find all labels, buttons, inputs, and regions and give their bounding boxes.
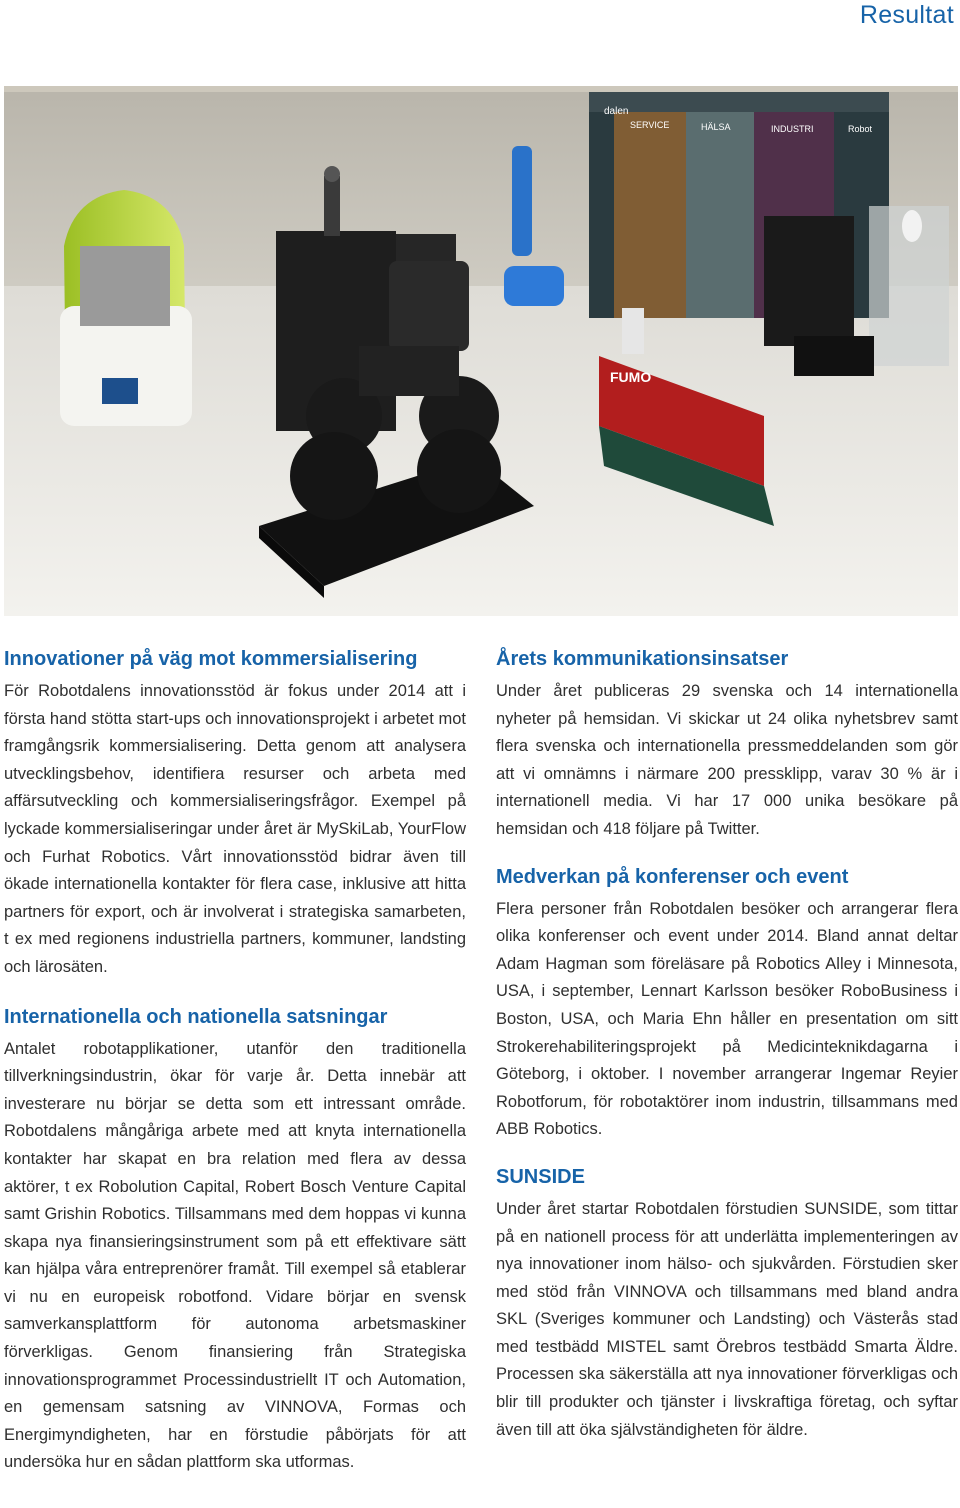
- section-kommunikation: [496, 646, 958, 844]
- body-kommunikation: Under året publiceras 29 svenska och 14 internationella nyheter på hemsidan. Vi skickar ut 24 olika nyhetsbrev samt flera svenska och internationella pressmeddelanden som gör att vi omnämns i närmare 200 pressklipp, varav 30 % är i internationell media. Vi har 17 000 unika besökare på hemsidan och 418 följare på Twitter.: [496, 682, 958, 838]
- heading-konferenser: Medverkan på konferenser och event: [496, 865, 849, 888]
- pod-screen: [80, 246, 170, 326]
- section-konferenser: [496, 864, 958, 1144]
- robot-arm-joint: [324, 166, 340, 182]
- blue-robot-pole: [512, 146, 532, 256]
- pedestal-right: [764, 216, 854, 346]
- heading-sunside: SUNSIDE: [496, 1165, 585, 1188]
- body-sunside: Under året startar Robotdalen förstudien SUNSIDE, som tittar på en nationell process för att underlätta implementeringen av nya innovationer inom hälso- och sjukvården. Förstudien sker med stöd från VINNOVA och tillsammans med bland andra SKL (Sveriges kommuner och Landsting) och Västerås stad med testbädd MISTEL samt Örebros testbädd Smarta Äldre. Processen ska säkerställa att nya innovationer förverkligas och blir till produkter och tjänster i livskraftiga företag, och syftar även till att öka självständigheten för äldre.: [496, 1199, 958, 1439]
- banner-panel-halsa: [686, 112, 754, 318]
- wheelchair-body: [359, 346, 459, 396]
- page-title: Resultat: [859, 1, 954, 29]
- section-internationella: [4, 1004, 466, 1478]
- sign-halsa: HÄLSA: [701, 122, 731, 132]
- pedestal-right-base: [794, 336, 874, 376]
- wheelchair-wheel-rear-left: [290, 432, 378, 520]
- section-innovationer: [4, 646, 466, 982]
- pod-label: [102, 378, 138, 404]
- banner-panel-service: [614, 112, 686, 318]
- heading-innovationer: Innovationer på väg mot kommersialisering: [4, 648, 418, 670]
- sign-robot: Robot: [848, 124, 873, 134]
- fumo-robot-camera: [622, 308, 644, 354]
- sign-service: SERVICE: [630, 120, 670, 130]
- robot-arm: [324, 176, 340, 236]
- body-internationella: Antalet robotapplikationer, utanför den traditionella tillverkningsindustrin, ökar för varje år. Detta innebär att investerare nu börjar se detta som ett intressant område. Robotdalens mångåriga arbete med att knyta internationella kontakter har skapat en bra relation med flera av dessa aktörer, t ex Robolution Capital, Robert Bosch Venture Capital samt Grishin Robotics. Tillsammans med dem hoppas vi kunna skapa nya finansieringsinstrument som på ett effektivare sätt kan hjälpa våra entreprenörer framåt. Till exempel så etablerar vi nu en europeisk robotfond. Vidare börjar en svensk samverkansplattform för autonoma arbetsmaskiner förverkligas. Genom finansiering från Strategiska innovationsprogrammet Processindustriellt IT och Automation, en gemensam satsning av VINNOVA, Formas och Energimyndigheten, har en förstudie påbörjats för att undersöka hur en sådan plattform ska utformas.: [4, 1039, 466, 1472]
- body-konferenser: Flera personer från Robotdalen besöker och arrangerar flera olika konferenser och event under 2014. Bland annat deltar Adam Hagman som föreläsare på Robotics Alley i Minnesota, USA, i september, Lennart Karlsson besöker RoboBusiness i Boston, USA, och Maria Ehn håller en presentation om sitt Strokerehabiliteringsprojekt på Medicinteknikdagarna i Göteborg, i oktober. I november arrangerar Ingemar Reyier Robotforum, för robotaktörer inom industrin, tillsammans med ABB Robotics.: [496, 899, 958, 1139]
- wheelchair-wheel-rear-right: [417, 429, 501, 513]
- section-sunside: [496, 1164, 958, 1444]
- ceiling-strip: [4, 86, 958, 92]
- sign-brand: dalen: [604, 106, 629, 117]
- blue-robot-base: [504, 266, 564, 306]
- wheelchair-seat: [389, 261, 469, 351]
- sign-industri: INDUSTRI: [771, 124, 814, 134]
- exhibition-photo: [4, 86, 958, 616]
- body-innovationer: För Robotdalens innovationsstöd är fokus under 2014 att i första hand stötta start-ups och innovationsprojekt i arbetet mot framgångsrik kommersialisering. Detta genom att analysera utvecklingsbehov, identifiera resurser och arbeta med affärsutveckling och kommersialiseringsfrågor. Exempel på lyckade kommersialiseringar under året är MySkiLab, YourFlow och Furhat Robotics. Vårt innovationsstöd bidrar även till ökade internationella kontakter för flera case, inklusive att hitta partners för export, och är involverat i strategiska samarbeten, t ex med regionens industriella partners, kommuner, landsting och lärosäten.: [4, 682, 466, 976]
- white-robot: [902, 210, 922, 242]
- fumo-label: FUMO: [610, 369, 652, 385]
- left-column: [4, 646, 466, 1499]
- right-column: [496, 646, 958, 1466]
- heading-internationella: Internationella och nationella satsningar: [4, 1005, 388, 1028]
- heading-kommunikation: Årets kommunikationsinsatser: [496, 648, 789, 670]
- exhibition-photo-drawing: [4, 86, 958, 616]
